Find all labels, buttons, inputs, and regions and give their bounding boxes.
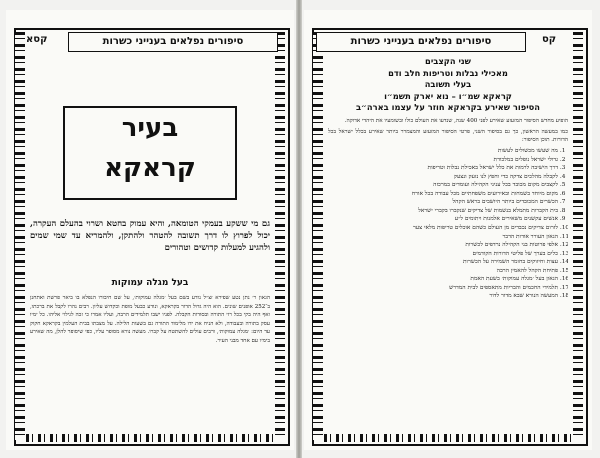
running-header: סיפורים נפלאים בענייני כשרות — [316, 32, 526, 52]
list-item: 4. לקבלה מהלכים צדקה כדי וחפץ לנו נזעק ונצעק — [328, 173, 558, 182]
list-item: 5. לקצבים מקום מכובד בכל עניני הקהילה ועומדים במרכזה — [328, 181, 558, 190]
list-item: 3. דרך הישיבה לרמות את כלל ישראל באכילת נבלות וטריפות — [328, 164, 558, 173]
list-item: 15. פתיחת הקהל להאמין הרבה — [328, 267, 558, 276]
story-heading — [328, 56, 568, 114]
list-item: 2. גדולי ישראל נופלים במלכודת — [328, 156, 558, 165]
chapter-title-line: בעיר — [121, 113, 179, 143]
list-item: 9. אנשים עקשנים משאירים אלמנות ויתומים ל״ע — [328, 215, 558, 224]
ornamental-border-bottom — [26, 434, 274, 442]
ornamental-border — [313, 32, 323, 440]
chapter-title-box — [63, 106, 237, 200]
right-page — [304, 10, 592, 450]
list-item: 16. הגאון בעל ׳מגלה עמוקות׳ בשעת האמת — [328, 275, 558, 284]
ornamental-border-bottom — [324, 434, 572, 442]
section-body: הגאון ר׳ נתן נטע שפירא זצ״ל נודע בשם בעל ׳מגלה עמוקות׳, על שם חיבורו הנפלא בו ביאר פרשת ואתחנן ב־252 אופנים שונים. הוא היה גדול הדור בקראקא, ונודע כבעל מופת וכקדוש עליון. רבים נהרו לקבל את ברכתו, ואף היה בקי בכל רזי התורה ובסודות הקבלה. לפניו ישבו תלמידים הרבה, ועליו אמרו כי זכה לגילוי אליהו. כל ימיו עסק בתורה ובעבודה, ולא הניח את ידו מלימוד התורה גם בשעות הלילה. על מצבתו בבית העלמין בקראקא חקוק עד היום: ׳מגלה עמוקות׳, ורבים עולים להשתטח על קברו. מעשה נורא מסופר עליו, כפי שיסופר להלן, מה שאירע בימיו עם אחד מבני העיר. — [30, 295, 270, 344]
story-heading-line: קראקא שמ״ו – נוא יארק תשמ״ו — [384, 90, 512, 101]
list-item: 1. מה שעשו מכשולים לעשות — [328, 147, 558, 156]
list-item: 12. אלפי פרוטות בני הקהילה נרדפים לכשרות — [328, 241, 558, 250]
page-number: קסא — [26, 34, 48, 45]
book-gutter — [296, 0, 302, 458]
ornamental-border — [275, 32, 285, 440]
list-item: 6. מקום מיוחד בשמחות ובאירועים משפחתיים מכל עבודה בכל אורח — [328, 190, 558, 199]
intro-paragraph: כמו במעשה הראשון, כך גם בסיפור השני, פרטי הסיפור המזעזע והמצמרר ביותר שאירע בכלל ישראל בכל הדורות. תוכן הסיפור: — [328, 128, 568, 143]
page-content — [30, 56, 270, 428]
intro-paragraph: הופיע מחדש הסיפור המזעזע שאירע לפני 400 שנה, שנדעו את העולם כולו ובשומעיו את היהדי אדוקה. — [344, 117, 568, 124]
contents-list — [328, 147, 568, 301]
left-page — [6, 10, 294, 450]
chapter-intro: גם מי ששקע בעמקי הטומאה, והיא עמוק בחטא ושרוי בהעלם העקרה, יכול לפרוץ לו דרך תשובה להטהר ולהתקן, ולהמריא עד שמי שמים ולהגיע למעלות קדושים וטהורים — [30, 219, 270, 253]
story-heading-line: הסיפור שאירע בקראקא חוזר על עצמו בארה״ב — [355, 102, 540, 112]
page-number: קס — [542, 34, 557, 45]
chapter-title-line: קראקא — [104, 153, 196, 183]
list-item: 11. הגאון העורר אודות הדבר — [328, 233, 558, 242]
ornamental-border — [573, 32, 583, 440]
section-heading: בעל מגלה עמוקות — [111, 278, 189, 288]
list-item: 17. תלמידי החכמים והבריות מתאספים לבית המדרש — [328, 284, 558, 293]
list-item: 18. המעשה הנורא שבא מדור לדור — [328, 292, 558, 301]
running-header: סיפורים נפלאים בענייני כשרות — [68, 32, 278, 52]
story-heading-line: מאכילי נבלות וטריפות חלב ודם — [388, 67, 508, 78]
page-content — [328, 56, 568, 428]
list-item: 14. עצות וחיזוקים בחומר השמירה על הכשרות — [328, 258, 558, 267]
ornamental-border — [15, 32, 25, 440]
list-item: 7. הכשרים המכובדים ביותר היושבים בראש הקהל — [328, 198, 558, 207]
story-heading-line: שני הקצבים — [425, 56, 471, 66]
list-item: 10. לזרום צדיקים נכבדים מן העולם כשהם אוכלים טריפות מלאי צער — [328, 224, 558, 233]
story-heading-line: בעלי תשובה — [424, 79, 472, 89]
list-item: 8. בית הקברות מתמלא בנשמות של צדיקים שנקברו בקברי ישראל — [328, 207, 558, 216]
list-item: 13. כלים בערך של פליטי הדורות הקודמים — [328, 250, 558, 259]
